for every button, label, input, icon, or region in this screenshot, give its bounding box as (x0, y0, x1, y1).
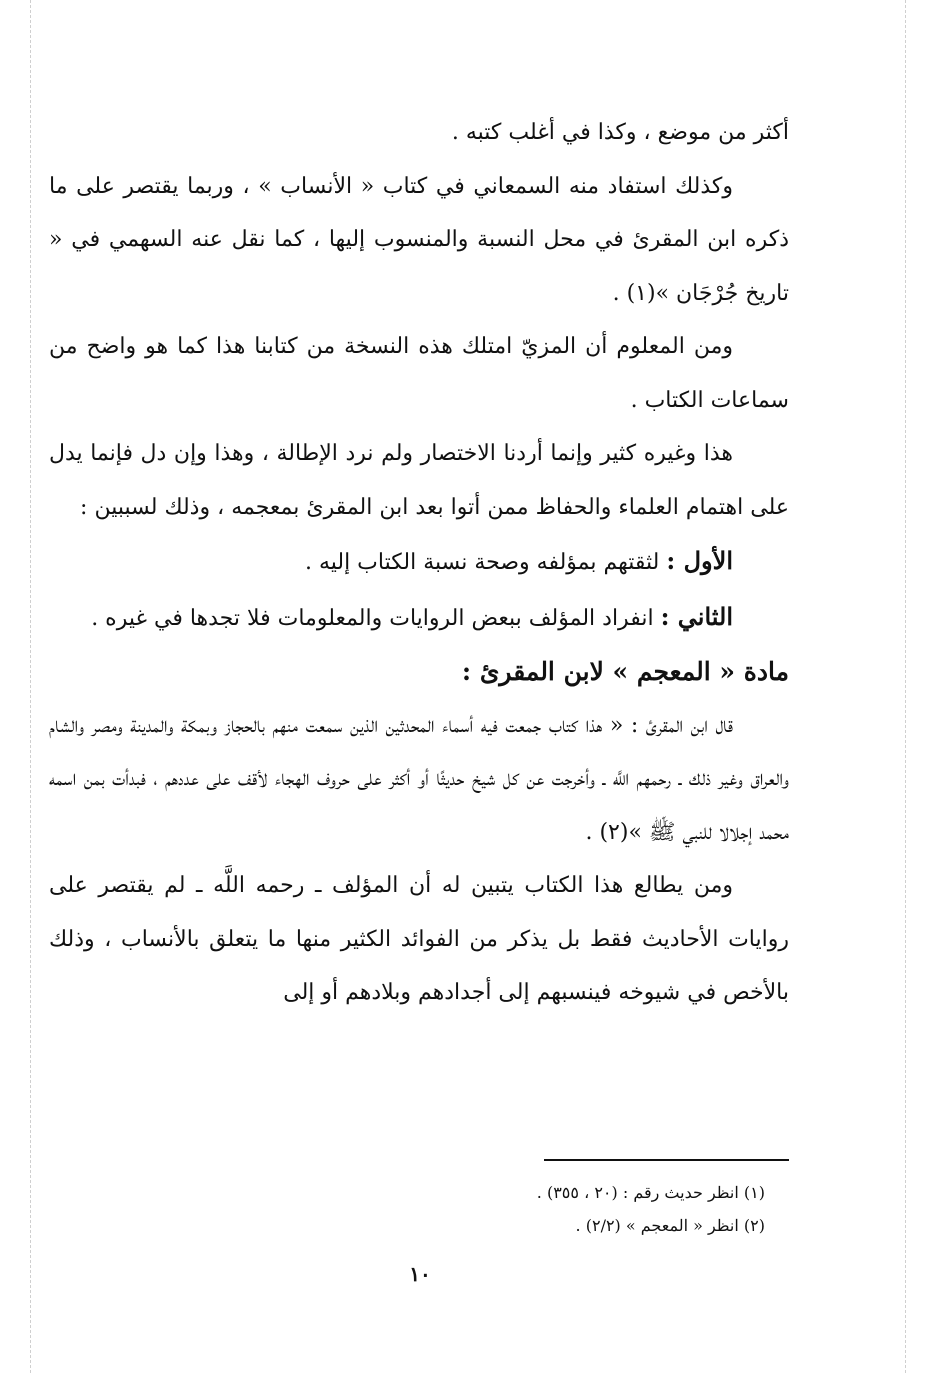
section-heading: مادة « المعجم » لابن المقرئ : (461, 657, 789, 686)
body-text (49, 106, 789, 1020)
footnote-divider (544, 1159, 789, 1161)
paragraph-2: وكذلك استفاد منه السمعاني في كتاب « الأنساب » ، وربما يقتصر على ما ذكره ابن المقرئ في محل النسبة والمنسوب إليها ، كما نقل عنه السهمي في « تاريخ جُرْجَان »(١) . (49, 173, 789, 306)
paragraph-6: ومن يطالع هذا الكتاب يتبين له أن المؤلف ـ رحمه اللَّه ـ لم يقتصر على روايات الأحاديث فقط بل يذكر من الفوائد الكثير منها ما يتعلق بالأنساب ، وذلك بالأخص في شيوخه فينسبهم إلى أجدادهم وبلادهم أو إلى (49, 873, 789, 1005)
footnotes (65, 1176, 765, 1242)
reason-1 (49, 534, 789, 590)
reason-2-text: انفراد المؤلف ببعض الروايات والمعلومات فلا تجدها في غيره . (91, 605, 654, 631)
reason-1-text: لثقتهم بمؤلفه وصحة نسبة الكتاب إليه . (304, 550, 660, 575)
paragraph-5: قال ابن المقرئ : « هذا كتاب جمعت فيه أسماء المحدثين الذين سمعت منهم بالحجاز وبمكة والمدينة ومصر والشام والعراق وغير ذلك ـ رحمهم اللَّه ـ وأخرجت عن كل شيخ حديثًا أو أكثر على حروف الهجاء لأقف على عددهم ، فبدأت بمن اسمه محمد إجلالا للنبي ﷺ »(٢) . (49, 712, 789, 845)
paragraph-1: أكثر من موضع ، وكذا في أغلب كتبه . (451, 120, 789, 145)
footnote-2: (٢) انظر « المعجم » (٢/٢) . (575, 1216, 765, 1235)
paragraph-4: هذا وغيره كثير وإنما أردنا الاختصار ولم نرد الإطالة ، وهذا وإن دل فإنما يدل على اهتمام العلماء والحفاظ ممن أتوا بعد ابن المقرئ بمعجمه ، وذلك لسببين : (49, 441, 789, 520)
paragraph-3: ومن المعلوم أن المزيّ امتلك هذه النسخة من كتابنا هذا كما هو واضح من سماعات الكتاب . (49, 334, 789, 413)
reason-2-label: الثاني : (660, 601, 733, 631)
scan-edge-left (30, 0, 31, 1373)
reason-2 (49, 590, 789, 646)
reason-1-label: الأول : (666, 546, 733, 575)
scan-edge-right (905, 0, 906, 1373)
footnote-1: (١) انظر حديث رقم : (٢٠ ، ٣٥٥) . (536, 1183, 765, 1202)
page-number: ١٠ (409, 1262, 431, 1286)
